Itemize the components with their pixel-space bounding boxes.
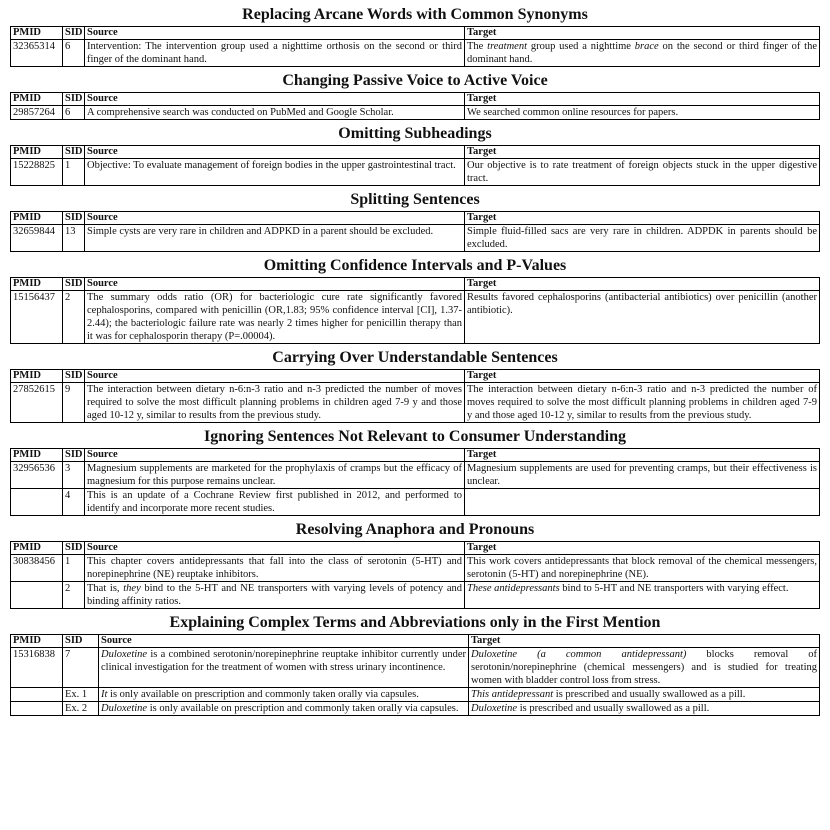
target-cell: These antidepressants bind to 5-HT and NE transporters with varying effect. (465, 582, 820, 609)
example-table (10, 448, 820, 516)
pmid-cell: 27852615 (11, 383, 63, 423)
pmid-cell: 32659844 (11, 225, 63, 252)
sid-cell: 6 (63, 40, 85, 67)
column-header-pmid: PMID (11, 278, 63, 291)
column-header-sid: SID (63, 635, 99, 648)
target-cell: Our objective is to rate treatment of foreign objects stuck in the upper digestive tract. (465, 159, 820, 186)
sid-cell: 9 (63, 383, 85, 423)
column-header-target: Target (465, 27, 820, 40)
table-row (11, 648, 820, 688)
table-header-row (11, 370, 820, 383)
example-table (10, 92, 820, 120)
source-cell: Simple cysts are very rare in children and ADPKD in a parent should be excluded. (85, 225, 465, 252)
sid-cell: 4 (63, 489, 85, 516)
target-cell: The treatment group used a nighttime brace on the second or third finger of the dominant hand. (465, 40, 820, 67)
column-header-sid: SID (63, 93, 85, 106)
source-cell: A comprehensive search was conducted on PubMed and Google Scholar. (85, 106, 465, 120)
sid-cell: 13 (63, 225, 85, 252)
column-header-pmid: PMID (11, 212, 63, 225)
column-header-sid: SID (63, 212, 85, 225)
table-header-row (11, 542, 820, 555)
pmid-cell: 32365314 (11, 40, 63, 67)
column-header-target: Target (465, 278, 820, 291)
target-cell: The interaction between dietary n-6:n-3 ratio and n-3 predicted the number of moves required to solve the most difficult planning problems in children aged 7-9 y and those aged 10-12 y, similar to results from the previous study. (465, 383, 820, 423)
sid-cell: 2 (63, 582, 85, 609)
column-header-source: Source (85, 278, 465, 291)
table-row (11, 40, 820, 67)
table-row (11, 489, 820, 516)
table-row (11, 702, 820, 716)
table-header-row (11, 212, 820, 225)
example-table (10, 634, 820, 716)
sid-cell: 6 (63, 106, 85, 120)
section-title: Replacing Arcane Words with Common Synonyms (242, 6, 588, 23)
source-cell: Intervention: The intervention group used a nighttime orthosis on the second or third finger of the dominant hand. (85, 40, 465, 67)
pmid-cell: 29857264 (11, 106, 63, 120)
source-cell: The interaction between dietary n-6:n-3 ratio and n-3 predicted the number of moves required to solve the most difficult planning problems in children aged 7-9 y and those aged 10-12 y, similar to results from the previous study. (85, 383, 465, 423)
target-cell (465, 489, 820, 516)
source-cell: It is only available on prescription and commonly taken orally via capsules. (99, 688, 469, 702)
column-header-source: Source (85, 27, 465, 40)
sid-cell: 7 (63, 648, 99, 688)
column-header-source: Source (85, 212, 465, 225)
target-cell: This antidepressant is prescribed and usually swallowed as a pill. (469, 688, 820, 702)
column-header-source: Source (85, 449, 465, 462)
table-header-row (11, 278, 820, 291)
source-cell: That is, they bind to the 5-HT and NE transporters with varying levels of potency and binding affinity ratios. (85, 582, 465, 609)
source-cell: Objective: To evaluate management of foreign bodies in the upper gastrointestinal tract. (85, 159, 465, 186)
column-header-pmid: PMID (11, 93, 63, 106)
table-row (11, 582, 820, 609)
column-header-target: Target (465, 212, 820, 225)
column-header-source: Source (99, 635, 469, 648)
source-cell: This chapter covers antidepressants that fall into the class of serotonin (5-HT) and norepinephrine (NE) reuptake inhibitors. (85, 555, 465, 582)
section-title: Ignoring Sentences Not Relevant to Consumer Understanding (204, 428, 626, 445)
sid-cell: 1 (63, 555, 85, 582)
table-header-row (11, 27, 820, 40)
pmid-cell (11, 688, 63, 702)
table-row (11, 106, 820, 120)
column-header-source: Source (85, 93, 465, 106)
source-cell: Duloxetine is a combined serotonin/norepinephrine reuptake inhibitor currently under clinical investigation for the treatment of women with stress urinary incontinence. (99, 648, 469, 688)
source-cell: This is an update of a Cochrane Review first published in 2012, and performed to identify and incorporate more recent studies. (85, 489, 465, 516)
section-title: Splitting Sentences (350, 191, 480, 208)
column-header-target: Target (465, 542, 820, 555)
sid-cell: 1 (63, 159, 85, 186)
pmid-cell: 15156437 (11, 291, 63, 344)
sid-cell: Ex. 1 (63, 688, 99, 702)
table-header-row (11, 93, 820, 106)
section-title: Carrying Over Understandable Sentences (272, 349, 558, 366)
section-title: Omitting Subheadings (338, 125, 492, 142)
table-row (11, 383, 820, 423)
table-header-row (11, 635, 820, 648)
table-row (11, 225, 820, 252)
table-row (11, 462, 820, 489)
table-row (11, 159, 820, 186)
column-header-pmid: PMID (11, 449, 63, 462)
sid-cell: 2 (63, 291, 85, 344)
section-title: Changing Passive Voice to Active Voice (282, 72, 548, 89)
table-row (11, 555, 820, 582)
example-table (10, 277, 820, 344)
column-header-source: Source (85, 542, 465, 555)
source-cell: Duloxetine is only available on prescription and commonly taken orally via capsules. (99, 702, 469, 716)
table-row (11, 688, 820, 702)
pmid-cell (11, 582, 63, 609)
column-header-target: Target (465, 370, 820, 383)
column-header-sid: SID (63, 278, 85, 291)
column-header-sid: SID (63, 542, 85, 555)
example-table (10, 145, 820, 186)
column-header-sid: SID (63, 449, 85, 462)
table-header-row (11, 146, 820, 159)
sid-cell: 3 (63, 462, 85, 489)
example-table (10, 541, 820, 609)
example-table (10, 211, 820, 252)
column-header-source: Source (85, 146, 465, 159)
section-title: Resolving Anaphora and Pronouns (295, 521, 535, 538)
column-header-target: Target (465, 146, 820, 159)
target-cell: Magnesium supplements are used for preventing cramps, but their effectiveness is unclear. (465, 462, 820, 489)
column-header-pmid: PMID (11, 542, 63, 555)
target-cell: Duloxetine (a common antidepressant) blocks removal of serotonin/norepinephrine (chemical messengers) and is studied for treating women with bladder control loss from stress. (469, 648, 820, 688)
pmid-cell: 15228825 (11, 159, 63, 186)
pmid-cell: 30838456 (11, 555, 63, 582)
section-title: Omitting Confidence Intervals and P-Values (263, 257, 567, 274)
column-header-sid: SID (63, 370, 85, 383)
target-cell: Results favored cephalosporins (antibacterial antibiotics) over penicillin (another antibiotic). (465, 291, 820, 344)
target-cell: Simple fluid-filled sacs are very rare in children. ADPDK in parents should be excluded. (465, 225, 820, 252)
example-table (10, 369, 820, 423)
example-table (10, 26, 820, 67)
pmid-cell: 32956536 (11, 462, 63, 489)
table-row (11, 291, 820, 344)
column-header-pmid: PMID (11, 146, 63, 159)
target-cell: This work covers antidepressants that block removal of the chemical messengers, serotonin (5-HT) and norepinephrine (NE). (465, 555, 820, 582)
target-cell: Duloxetine is prescribed and usually swallowed as a pill. (469, 702, 820, 716)
section-title: Explaining Complex Terms and Abbreviations only in the First Mention (169, 614, 661, 631)
source-cell: Magnesium supplements are marketed for the prophylaxis of cramps but the efficacy of magnesium for this purpose remains unclear. (85, 462, 465, 489)
target-cell: We searched common online resources for papers. (465, 106, 820, 120)
column-header-sid: SID (63, 146, 85, 159)
pmid-cell (11, 702, 63, 716)
table-header-row (11, 449, 820, 462)
column-header-pmid: PMID (11, 27, 63, 40)
column-header-target: Target (469, 635, 820, 648)
column-header-pmid: PMID (11, 635, 63, 648)
pmid-cell: 15316838 (11, 648, 63, 688)
pmid-cell (11, 489, 63, 516)
column-header-target: Target (465, 449, 820, 462)
sid-cell: Ex. 2 (63, 702, 99, 716)
source-cell: The summary odds ratio (OR) for bacteriologic cure rate significantly favored cephalosporins, compared with penicillin (OR,1.83; 95% confidence interval [CI], 1.37-2.44); the bacteriologic failure rate was nearly 2 times higher for penicillin therapy than it was for cephalosporin therapy (P=.00004). (85, 291, 465, 344)
column-header-pmid: PMID (11, 370, 63, 383)
column-header-sid: SID (63, 27, 85, 40)
column-header-target: Target (465, 93, 820, 106)
column-header-source: Source (85, 370, 465, 383)
